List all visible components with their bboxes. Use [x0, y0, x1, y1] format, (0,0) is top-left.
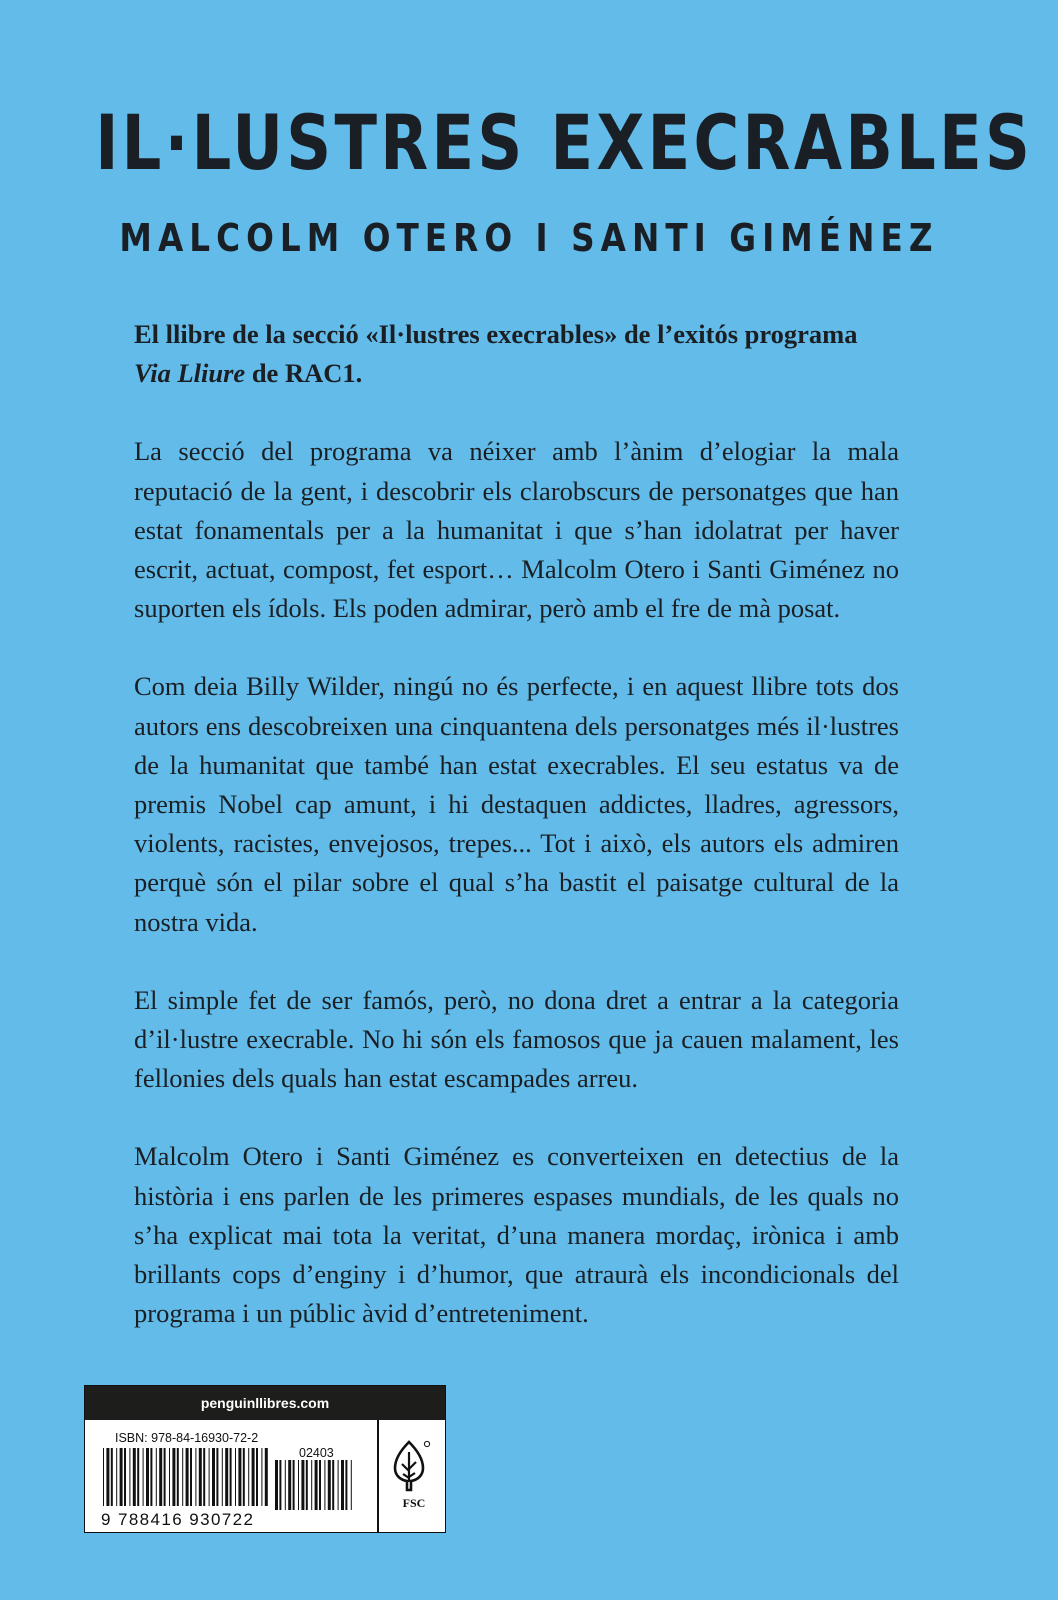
barcode-bar: [159, 1448, 162, 1506]
barcode-bar: [288, 1460, 291, 1510]
barcode-bar: [285, 1460, 286, 1510]
barcode-bar: [216, 1448, 218, 1506]
barcode-bar: [182, 1448, 183, 1506]
barcode-bar: [298, 1460, 299, 1510]
barcode-bar: [235, 1448, 236, 1506]
barcode-bar: [324, 1460, 325, 1510]
barcode-bar: [146, 1448, 149, 1506]
barcode-bar: [212, 1448, 215, 1506]
blurb-paragraph-2: Com deia Billy Wilder, ningú no és perfecte, i en aquest llibre tots dos autors ens descobreixen una cinquantena dels personatges més il·lustres de la humanitat que també han estat execrables. El seu estatus va de premis Nobel cap amunt, i hi destaquen addictes, lladres, agressors, violents, racistes, envejosos, trepes... Tot i això, els autors els admiren perquè són el pilar sobre el qual s’ha bastit el paisatge cultural de la nostra vida.: [134, 671, 899, 937]
book-authors: MALCOLM OTERO I SANTI GIMÉNEZ: [119, 216, 939, 260]
barcode-bar: [150, 1448, 152, 1506]
barcode-bar: [319, 1460, 321, 1510]
barcode-bar: [120, 1448, 123, 1506]
barcode-bar: [345, 1460, 347, 1510]
barcode-bar: [293, 1460, 295, 1510]
blurb-lead-end: de RAC1.: [245, 358, 363, 389]
barcode-addon-bars: [275, 1460, 352, 1510]
fsc-label: FSC: [402, 1496, 426, 1510]
barcode-box: [84, 1385, 446, 1533]
barcode-bar: [275, 1460, 278, 1510]
blurb-paragraph-3: El simple fet de ser famós, però, no dona dret a entrar a la categoria d’il·lustre execrable. No hi són els famosos que ja cauen malament, les fellonies dels quals han estat escampades arreu.: [134, 984, 899, 1094]
barcode-bar: [133, 1448, 136, 1506]
barcode-main-bars: [103, 1448, 268, 1506]
barcode-bar: [222, 1448, 223, 1506]
barcode-bar: [279, 1460, 281, 1510]
barcode-bar: [169, 1448, 170, 1506]
isbn-addon-number: 02403: [299, 1446, 334, 1460]
barcode-bar: [341, 1460, 344, 1510]
publisher-website: penguinllibres.com: [85, 1386, 445, 1420]
barcode-bar: [195, 1448, 196, 1506]
blurb-lead: [134, 315, 899, 393]
barcode-bar: [328, 1460, 331, 1510]
isbn-label: ISBN: 978-84-16930-72-2: [115, 1431, 259, 1445]
barcode-bar: [301, 1460, 304, 1510]
barcode-bar: [129, 1448, 130, 1506]
barcode-bar: [252, 1448, 255, 1506]
barcode-bar: [137, 1448, 139, 1506]
barcode-bar: [261, 1448, 262, 1506]
barcode-bar: [209, 1448, 210, 1506]
barcode-bar: [186, 1448, 189, 1506]
barcode-bar: [199, 1448, 202, 1506]
fsc-tree-icon: [387, 1438, 431, 1494]
isbn-barcode: [95, 1448, 373, 1530]
barcode-digits: 9 788416 930722: [101, 1510, 255, 1529]
barcode-bar: [265, 1448, 268, 1506]
barcode-bar: [190, 1448, 192, 1506]
barcode-bar: [332, 1460, 334, 1510]
blurb-lead-text: El llibre de la secció «Il·lustres execrables» de l’exitós programa: [134, 319, 858, 349]
barcode-bar: [164, 1448, 166, 1506]
barcode-bar: [143, 1448, 144, 1506]
back-cover-blurb: [134, 315, 899, 1372]
barcode-bar: [256, 1448, 258, 1506]
barcode-bar: [311, 1460, 312, 1510]
barcode-bar: [111, 1448, 113, 1506]
barcode-bar: [243, 1448, 245, 1506]
barcode-bar: [248, 1448, 249, 1506]
barcode-bar: [177, 1448, 179, 1506]
barcode-bar: [351, 1460, 352, 1510]
barcode-bar: [238, 1448, 241, 1506]
barcode-bar: [315, 1460, 318, 1510]
barcode-bar: [338, 1460, 339, 1510]
blurb-paragraph-4: Malcolm Otero i Santi Giménez es converteixen en detectius de la història i ens parlen de les primeres espases mundials, de les quals no s’ha explicat mai tota la veritat, d’una manera mordaç, irònica i amb brillants cops d’enginy i d’humor, que atraurà els incondicionals del programa i un públic àvid d’entreteniment.: [134, 1141, 899, 1329]
barcode-bar: [124, 1448, 126, 1506]
book-title: IL·LUSTRES EXECRABLES: [95, 98, 1034, 187]
barcode-bar: [103, 1448, 104, 1506]
barcode-bar: [172, 1448, 175, 1506]
blurb-paragraph-1: La secció del programa va néixer amb l’ànim d’elogiar la mala reputació de la gent, i descobrir els clarobscurs de personatges que han estat fonamentals per a la humanitat i que s’han idolatrat per haver escrit, actuat, compost, fet esport… Malcolm Otero i Santi Giménez no suporten els ídols. Els poden admirar, però amb el fre de mà posat.: [134, 436, 899, 624]
barcode-bar: [116, 1448, 117, 1506]
fsc-divider: [377, 1420, 379, 1532]
barcode-bar: [106, 1448, 109, 1506]
program-name: Via Lliure: [134, 358, 246, 389]
barcode-bar: [156, 1448, 157, 1506]
barcode-bar: [203, 1448, 205, 1506]
barcode-bar: [230, 1448, 232, 1506]
barcode-bar: [225, 1448, 228, 1506]
barcode-bar: [306, 1460, 308, 1510]
